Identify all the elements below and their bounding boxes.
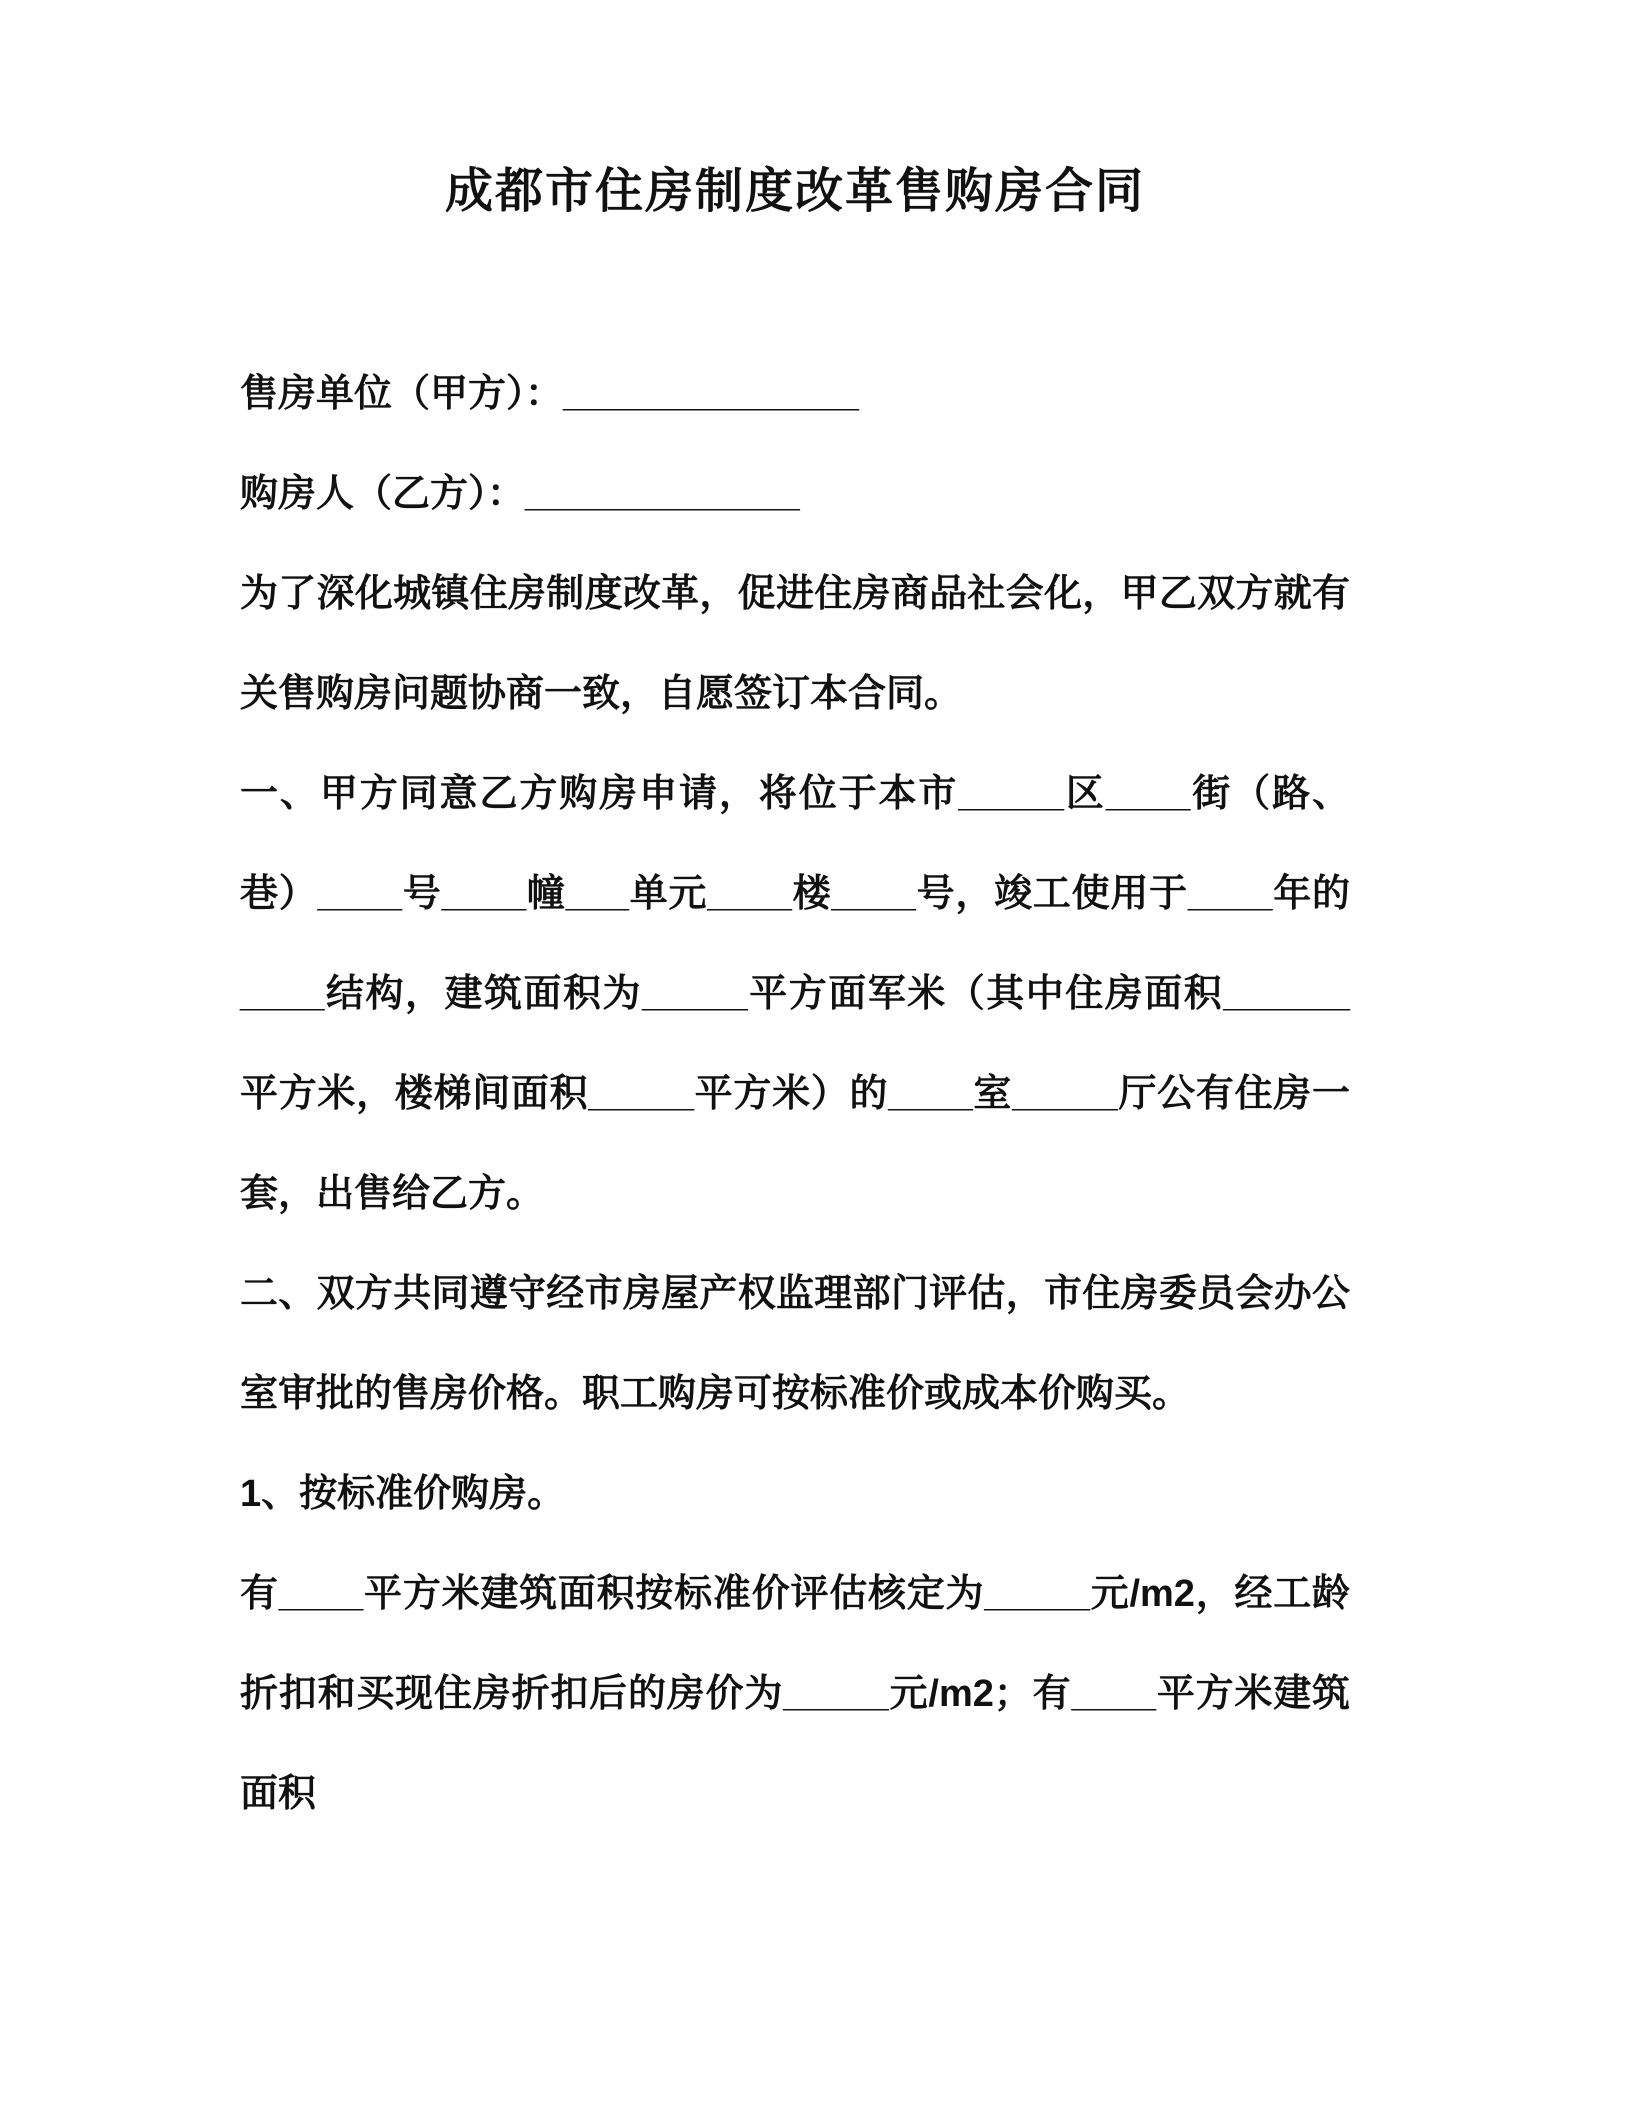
paragraph-standard-price-heading: 1、按标准价购房。 [240, 1473, 566, 1515]
paragraph-seller-unit: 售房单位（甲方）：______________ [240, 373, 859, 415]
paragraph-preamble: 为了深化城镇住房制度改革，促进住房商品社会化，甲乙双方就有关售购房问题协商一致，自愿签订本合同。 [240, 573, 1350, 715]
paragraph-clause-1: 一、甲方同意乙方购房申请，将位于本市_____区____街（路、巷）____号____幢___单元____楼____号，竣工使用于____年的____结构，建筑面积为_____平方面军米（其中住房面积______平方米，楼梯间面积_____平方米）的____室_____厅公有住房一套，出售给乙方。 [240, 773, 1350, 1215]
paragraph-standard-price-detail: 有____平方米建筑面积按标准价评估核定为_____元/m2，经工龄折扣和买现住房折扣后的房价为_____元/m2；有____平方米建筑面积 [240, 1573, 1350, 1815]
paragraph-buyer: 购房人（乙方）：_____________ [240, 473, 800, 515]
document-title: 成都市住房制度改革售购房合同 [444, 165, 1145, 218]
document-body [240, 344, 1350, 1844]
paragraph-clause-2: 二、双方共同遵守经市房屋产权监理部门评估，市住房委员会办公室审批的售房价格。职工购房可按标准价或成本价购买。 [240, 1273, 1350, 1415]
